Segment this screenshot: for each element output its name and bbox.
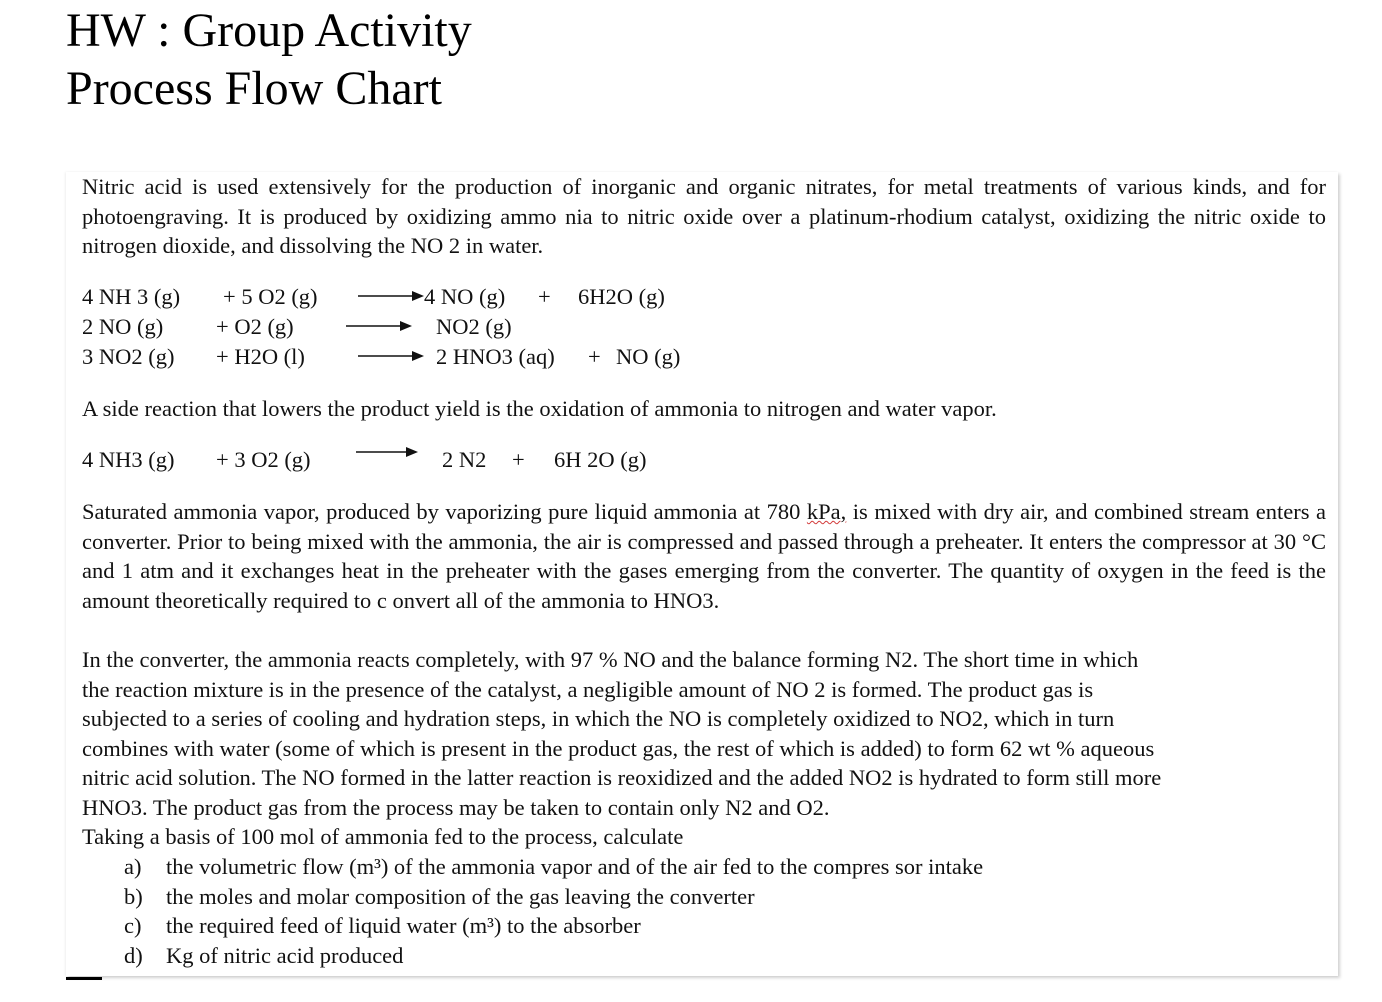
list-item [124, 911, 1224, 941]
converter-line-3: subjected to a series of cooling and hydration steps, in which the NO is completely oxidized to NO2, which in turn [82, 706, 1115, 732]
eq1-reactant-2: + 5 O2 (g) [223, 284, 318, 309]
eq1-arrow-icon [358, 289, 426, 303]
title-line-2: Process Flow Chart [66, 62, 442, 115]
eq3-product-1: 2 HNO3 (aq) [436, 344, 555, 369]
eq3-reactant-2: + H2O (l) [216, 344, 305, 369]
eq1-product-2: 6H2O (g) [578, 284, 665, 309]
question-marker: d) [124, 942, 143, 968]
pressure-unit: kPa, [806, 499, 847, 524]
side-reaction-intro: A side reaction that lowers the product yield is the oxidation of ammonia to nitrogen and water vapor. [82, 396, 997, 421]
eq3-plus: + [588, 344, 601, 369]
converter-line-6: HNO3. The product gas from the process may be taken to contain only N2 and O2. [82, 794, 830, 820]
eq2-product-1: NO2 (g) [436, 314, 512, 339]
eq3-arrow-icon [358, 349, 426, 363]
feed-paragraph-start: Saturated ammonia vapor, produced by vaporizing pure liquid ammonia at 780 [82, 499, 807, 524]
side-plus: + [512, 447, 525, 472]
question-list [124, 852, 1224, 970]
eq2-reactant-1: 2 NO (g) [82, 314, 164, 339]
side-arrow-icon [356, 445, 420, 459]
eq3-reactant-1: 3 NO2 (g) [82, 344, 175, 369]
question-text: the volumetric flow (m³) of the ammonia vapor and of the air fed to the compres sor intake [166, 854, 984, 879]
feed-paragraph [82, 497, 1326, 615]
question-marker: b) [124, 883, 143, 909]
intro-paragraph: Nitric acid is used extensively for the production of inorganic and organic nitrates, for metal treatments of various kinds, and for photoengraving. It is produced by oxidizing ammo nia to nitric oxide over a platinum-rhodium catalyst, oxidizing the nitric oxide to nitrogen dioxide, and dissolving the NO 2 in water. [82, 174, 1326, 259]
list-item [124, 941, 1224, 971]
converter-paragraph [82, 645, 1326, 823]
converter-line-1: In the converter, the ammonia reacts completely, with 97 % NO and the balance forming N2. The short time in which [82, 647, 1139, 672]
page-title [66, 2, 472, 118]
eq2-reactant-2: + O2 (g) [216, 314, 294, 339]
question-text: the required feed of liquid water (m³) to the absorber [166, 913, 641, 939]
problem-card [66, 172, 1338, 976]
question-marker: c) [124, 913, 142, 939]
side-reactant-2: + 3 O2 (g) [216, 447, 311, 472]
eq1-plus: + [538, 284, 551, 309]
list-item [124, 852, 1224, 882]
side-product-1: 2 N2 [442, 447, 487, 472]
eq2-arrow-icon [346, 319, 414, 333]
question-marker: a) [124, 854, 142, 879]
eq1-product-1: 4 NO (g) [424, 284, 506, 309]
basis-statement: Taking a basis of 100 mol of ammonia fed to the process, calculate [82, 824, 684, 849]
question-text: the moles and molar composition of the gas leaving the converter [166, 883, 755, 909]
list-item [124, 882, 1224, 912]
corner-dash [66, 977, 102, 980]
eq1-reactant-1: 4 NH 3 (g) [82, 284, 181, 309]
converter-line-4: combines with water (some of which is present in the product gas, the rest of which is added) to form 62 wt % aqueous [82, 735, 1155, 761]
feed-paragraph-end: is mixed with dry air, and combined stream enters a converter. Prior to being mixed with the ammonia, the air is compressed and passed through a preheater. It enters the compressor at 30 °C and 1 atm and it exchanges heat in the preheater with the gases emerging from the converter. The quantity of oxygen in the feed is the amount theoretically required to c onvert all of the ammonia to HNO3. [82, 499, 1327, 613]
eq3-product-2: NO (g) [616, 344, 681, 369]
question-text: Kg of nitric acid produced [166, 942, 404, 968]
converter-line-5: nitric acid solution. The NO formed in the latter reaction is reoxidized and the added NO2 is hydrated to form still more [82, 765, 1162, 791]
side-reactant-1: 4 NH3 (g) [82, 447, 175, 472]
title-line-1: HW : Group Activity [66, 4, 472, 57]
side-product-2: 6H 2O (g) [554, 447, 647, 472]
converter-line-2: the reaction mixture is in the presence of the catalyst, a negligible amount of NO 2 is formed. The product gas is [82, 676, 1094, 702]
